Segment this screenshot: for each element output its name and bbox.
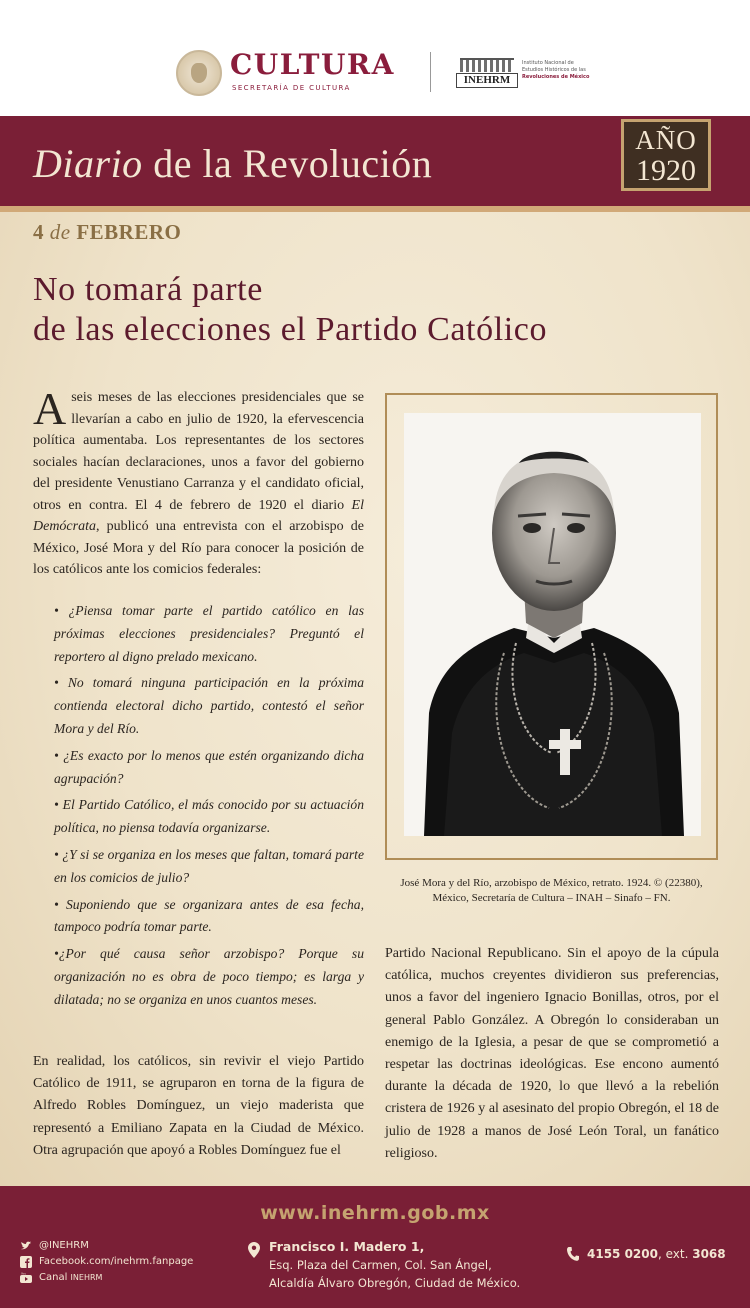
inehrm-logo bbox=[456, 58, 518, 88]
quote-item: • Suponiendo que se organizara antes de esa fecha, tampoco podría tomar parte. bbox=[54, 896, 364, 935]
facebook-link[interactable] bbox=[20, 1254, 193, 1270]
logo-header bbox=[0, 0, 750, 116]
inehrm-description bbox=[522, 60, 612, 81]
location-pin-icon bbox=[248, 1242, 260, 1258]
title-italic: Diario bbox=[33, 141, 143, 186]
mexico-seal-icon bbox=[176, 50, 222, 96]
article-date bbox=[33, 220, 181, 245]
quote-item: •¿Por qué causa señor arzobispo? Porque su organización no es obra de poco tiempo; es larga y dilatada; no se organiza en unos cuantos meses. bbox=[54, 946, 364, 1007]
youtube-icon bbox=[20, 1272, 32, 1284]
quote-item: • ¿Es exacto por lo menos que estén organizando dicha agrupación? bbox=[54, 747, 364, 786]
portrait-photo-icon bbox=[404, 413, 701, 836]
year-badge bbox=[621, 119, 711, 191]
intro-text-cont: , publicó una entrevista con el arzobispo de México, José Mora y del Río para conocer la posición de los católicos ante los comicios federales: bbox=[33, 519, 364, 577]
inehrm-desc-line: Revoluciones de México bbox=[522, 74, 590, 80]
phone-main: 4155 0200 bbox=[587, 1247, 658, 1261]
photo-caption bbox=[385, 876, 718, 906]
caption-line-1: José Mora y del Río, arzobispo de México, retrato. 1924. © (22380), bbox=[400, 877, 703, 889]
quote-item: • ¿Piensa tomar parte el partido católico en las próximas elecciones presidenciales? Preguntó el reportero al digno prelado mexicano. bbox=[54, 603, 364, 664]
cultura-logo: CULTURA bbox=[230, 48, 395, 81]
cultura-subtitle: SECRETARÍA DE CULTURA bbox=[232, 84, 351, 92]
social-links bbox=[20, 1238, 193, 1286]
logo-divider bbox=[430, 52, 431, 92]
article-body-left: En realidad, los católicos, sin revivir el viejo Partido Católico de 1911, se agruparon en torna de la figura de Alfredo Robles Domínguez, un viejo maderista que representó a Emiliano Zapata en la Ciudad de México. Otra agrupación que apoyó a Robles Domínguez fue el bbox=[33, 1054, 364, 1158]
inehrm-desc-line: Estudios Históricos de las bbox=[522, 67, 586, 73]
inehrm-desc-line: Instituto Nacional de bbox=[522, 60, 574, 66]
phone-icon bbox=[567, 1247, 579, 1261]
phone-ext: 3068 bbox=[692, 1247, 726, 1261]
quote-item: • No tomará ninguna participación en la próxima contienda electoral dicho partido, contestó el señor Mora y del Río. bbox=[54, 675, 364, 736]
address-line-1: Francisco I. Madero 1, bbox=[269, 1239, 425, 1254]
address-block bbox=[251, 1238, 520, 1292]
address-line-2: Esq. Plaza del Carmen, Col. San Ángel, bbox=[269, 1258, 492, 1272]
building-icon bbox=[460, 58, 514, 72]
ext-label: , ext. bbox=[657, 1247, 693, 1261]
svg-text:You: You bbox=[21, 1272, 27, 1276]
article-intro bbox=[33, 383, 364, 581]
date-month: FEBRERO bbox=[76, 220, 182, 244]
year-value: 1920 bbox=[636, 154, 696, 187]
quote-item: • ¿Y si se organiza en los meses que faltan, tomará parte en los comicios de julio? bbox=[54, 846, 364, 885]
article-body-right: Partido Nacional Republicano. Sin el apoyo de la cúpula católica, muchos creyentes dividieron sus preferencias, unos a favor del ingeniero Ignacio Bonillas, otros, por el general Pablo González. A Obregón lo consideraban un enemigo de la Iglesia, a pesar de que se comprometió a respetar las doctrinas ideológicas. Ese encono aumentó durante la década de 1920, lo que llevó a la rebelión cristera de 1926 y al asesinato del propio Obregón, el 18 de julio de 1928 a manos de José León Toral, un fanático religioso. bbox=[385, 946, 719, 1161]
headline-line-1: No tomará parte bbox=[33, 271, 263, 308]
twitter-link[interactable] bbox=[20, 1238, 193, 1254]
article-headline bbox=[33, 270, 723, 350]
archbishop-portrait bbox=[404, 413, 701, 836]
caption-line-2: México, Secretaría de Cultura – INAH – Sinafo – FN. bbox=[432, 892, 671, 904]
youtube-prefix: Canal bbox=[39, 1272, 71, 1283]
newspaper-name: El Demócrata bbox=[33, 497, 364, 534]
facebook-icon bbox=[20, 1256, 32, 1268]
date-day: 4 bbox=[33, 220, 44, 244]
address-line-3: Alcaldía Álvaro Obregón, Ciudad de México. bbox=[269, 1276, 521, 1290]
page-title bbox=[33, 140, 432, 187]
phone-link[interactable] bbox=[567, 1247, 726, 1261]
facebook-page: Facebook.com/inehrm.fanpage bbox=[39, 1256, 194, 1267]
youtube-link[interactable] bbox=[20, 1270, 193, 1286]
year-label: AÑO bbox=[635, 125, 697, 155]
quote-item: • El Partido Católico, el más conocido por su actuación política, no piensa todavía organizarse. bbox=[54, 797, 364, 836]
headline-line-2: de las elecciones el Partido Católico bbox=[33, 311, 548, 348]
website-link[interactable]: www.inehrm.gob.mx bbox=[260, 1202, 490, 1224]
intro-text: seis meses de las elecciones presidenciales que se llevarían a cabo en julio de 1920, la efervescencia política aumentaba. Los representantes de los sectores sociales hacían declaraciones, unos a favor del gobierno del presidente Venustiano Carranza y el candidato oficial, otros en contra. El 4 de febrero de 1920 el diario bbox=[33, 390, 364, 513]
interview-quotes bbox=[54, 600, 364, 1016]
title-rest: de la Revolución bbox=[142, 141, 433, 186]
twitter-handle: @INEHRM bbox=[39, 1240, 89, 1251]
drop-cap: A bbox=[33, 383, 67, 434]
phone-number bbox=[587, 1247, 726, 1261]
inehrm-logo-text: INEHRM bbox=[456, 73, 518, 88]
youtube-name: INEHRM bbox=[70, 1273, 103, 1282]
youtube-channel bbox=[39, 1270, 102, 1286]
date-de: de bbox=[44, 220, 77, 244]
twitter-icon bbox=[20, 1240, 32, 1252]
